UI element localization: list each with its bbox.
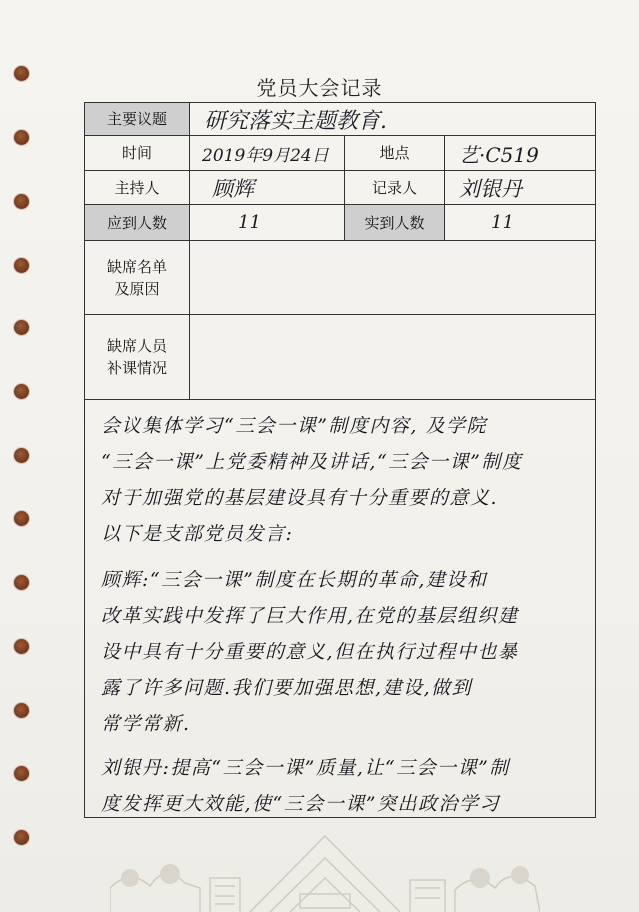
label-makeup: 缺席人员 补课情况 <box>85 315 190 399</box>
row-makeup <box>85 315 595 400</box>
binder-hole <box>14 703 29 718</box>
minutes-line: 度发挥更大效能,使“三会一课”突出政治学习 <box>101 793 500 815</box>
row-host-recorder <box>85 171 595 205</box>
minutes-line: 以下是支部党员发言: <box>101 523 294 545</box>
value-recorder: 刘银丹 <box>459 176 522 201</box>
binder-hole <box>14 639 29 654</box>
binder-hole <box>14 575 29 590</box>
label-recorder: 记录人 <box>345 171 445 204</box>
building-watermark-icon <box>110 828 540 912</box>
label-place: 地点 <box>345 136 445 170</box>
minutes-line: 对于加强党的基层建设具有十分重要的意义. <box>101 487 499 509</box>
binder-hole <box>14 511 29 526</box>
meeting-minutes <box>85 400 595 817</box>
binder-hole <box>14 766 29 781</box>
minutes-line: 常学常新. <box>101 713 191 735</box>
value-makeup <box>190 315 595 399</box>
label-actual: 实到人数 <box>345 205 445 240</box>
value-host: 顾辉 <box>190 171 345 204</box>
page-title: 党员大会记录 <box>256 76 383 100</box>
value-absent <box>190 241 595 314</box>
minutes-line: 改革实践中发挥了巨大作用,在党的基层组织建 <box>101 605 519 627</box>
value-expected: 11 <box>190 205 345 240</box>
row-attendance <box>85 205 595 241</box>
label-topic: 主要议题 <box>85 103 190 135</box>
minutes-line: 顾辉:“三会一课”制度在长期的革命,建设和 <box>101 569 488 591</box>
minutes-line: 刘银丹:提高“三会一课”质量,让“三会一课”制 <box>101 757 510 779</box>
binder-hole <box>14 320 29 335</box>
value-actual: 11 <box>491 212 514 233</box>
label-expected: 应到人数 <box>85 205 190 240</box>
minutes-line: “三会一课”上党委精神及讲话,“三会一课”制度 <box>101 451 523 473</box>
meeting-record-form <box>84 102 596 818</box>
binder-hole <box>14 258 29 273</box>
label-absent: 缺席名单 及原因 <box>85 241 190 314</box>
binder-hole <box>14 448 29 463</box>
binder-hole <box>14 130 29 145</box>
row-time-place <box>85 136 595 171</box>
binder-hole <box>14 194 29 209</box>
label-host: 主持人 <box>85 171 190 204</box>
binder-hole <box>14 384 29 399</box>
minutes-line: 露了许多问题.我们要加强思想,建设,做到 <box>101 677 473 699</box>
value-time: 2019年9月24日 <box>190 136 345 170</box>
label-time: 时间 <box>85 136 190 170</box>
value-place: 艺·C519 <box>459 142 539 167</box>
row-topic <box>85 103 595 136</box>
value-topic: 研究落实主题教育. <box>204 108 387 134</box>
minutes-line: 设中具有十分重要的意义,但在执行过程中也暴 <box>101 641 519 663</box>
row-absent <box>85 241 595 315</box>
binder-hole <box>14 830 29 845</box>
minutes-line: 会议集体学习“三会一课”制度内容, 及学院 <box>101 415 488 437</box>
